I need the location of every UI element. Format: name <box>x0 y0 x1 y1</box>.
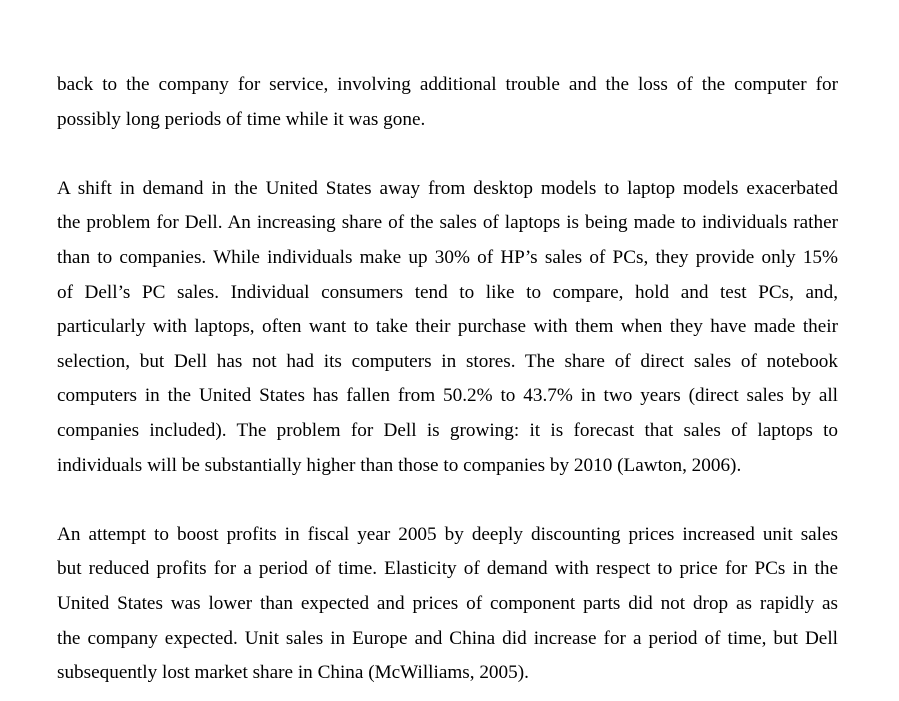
text-line: selection, but Dell has not had its computers in stores. The share of direct sales of notebook <box>57 350 838 372</box>
text-line: An attempt to boost profits in fiscal year 2005 by deeply discounting prices increased unit sales <box>57 523 838 545</box>
text-line: than to companies. While individuals make up 30% of HP’s sales of PCs, they provide only 15% <box>57 246 838 268</box>
text-line: back to the company for service, involving additional trouble and the loss of the computer for <box>57 74 838 95</box>
text-line: the problem for Dell. An increasing share of the sales of laptops is being made to individuals rather <box>57 212 838 234</box>
paragraph-discounting-profits <box>57 518 838 691</box>
text-line: United States was lower than expected and prices of component parts did not drop as rapidly as <box>57 592 838 614</box>
text-line: particularly with laptops, often want to take their purchase with them when they have made their <box>57 316 838 338</box>
document-page <box>57 68 838 691</box>
text-line: companies included). The problem for Dell is growing: it is forecast that sales of laptops to <box>57 419 838 441</box>
text-line: but reduced profits for a period of time. Elasticity of demand with respect to price for PCs in the <box>57 558 838 580</box>
text-line: individuals will be substantially higher than those to companies by 2010 (Lawton, 2006). <box>57 454 742 476</box>
text-line: possibly long periods of time while it was gone. <box>57 108 426 130</box>
text-line: of Dell’s PC sales. Individual consumers tend to like to compare, hold and test PCs, and, <box>57 281 838 303</box>
text-line: the company expected. Unit sales in Europe and China did increase for a period of time, but Dell <box>57 627 838 649</box>
text-line: A shift in demand in the United States away from desktop models to laptop models exacerbated <box>57 177 838 199</box>
text-line: computers in the United States has fallen from 50.2% to 43.7% in two years (direct sales by all <box>57 385 838 407</box>
paragraph-service-trouble <box>57 68 838 137</box>
paragraph-demand-shift <box>57 172 838 483</box>
text-line: subsequently lost market share in China (McWilliams, 2005). <box>57 662 529 684</box>
